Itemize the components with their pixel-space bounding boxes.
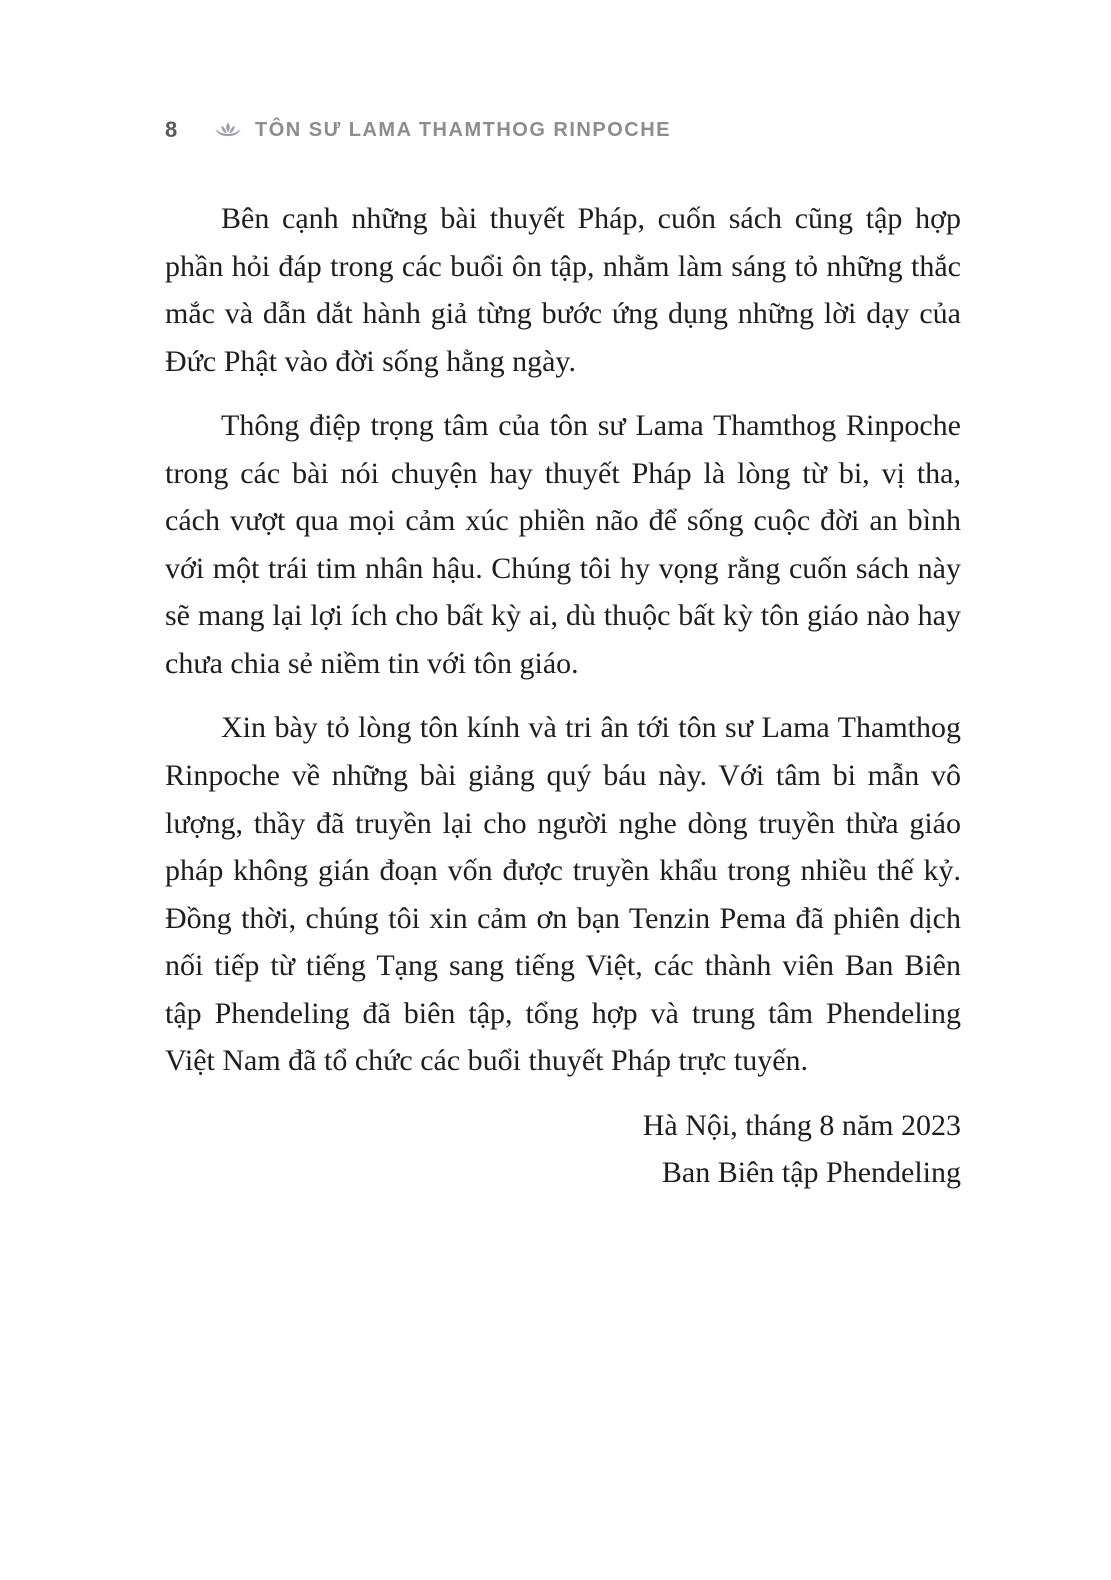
page-header bbox=[165, 115, 961, 145]
paragraph-1: Bên cạnh những bài thuyết Pháp, cuốn sách cũng tập hợp phần hỏi đáp trong các buổi ôn tập, nhằm làm sáng tỏ những thắc mắc và dẫn dắt hành giả từng bước ứng dụng những lời dạy của Đức Phật vào đời sống hằng ngày. bbox=[165, 202, 961, 378]
page-number: 8 bbox=[165, 117, 178, 142]
signature-place-date: Hà Nội, tháng 8 năm 2023 bbox=[642, 1108, 961, 1142]
lotus-icon bbox=[213, 121, 243, 140]
running-title: TÔN SƯ LAMA THAMTHOG RINPOCHE bbox=[255, 118, 671, 141]
page-body bbox=[165, 195, 961, 1197]
paragraph-2: Thông điệp trọng tâm của tôn sư Lama Thamthog Rinpoche trong các bài nói chuyện hay thuyết Pháp là lòng từ bi, vị tha, cách vượt qua mọi cảm xúc phiền não để sống cuộc đời an bình với một trái tim nhân hậu. Chúng tôi hy vọng rằng cuốn sách này sẽ mang lại lợi ích cho bất kỳ ai, dù thuộc bất kỳ tôn giáo nào hay chưa chia sẻ niềm tin với tôn giáo. bbox=[165, 409, 961, 680]
signature-author: Ban Biên tập Phendeling bbox=[661, 1156, 961, 1190]
paragraph-3: Xin bày tỏ lòng tôn kính và tri ân tới tôn sư Lama Thamthog Rinpoche về những bài giảng quý báu này. Với tâm bi mẫn vô lượng, thầy đã truyền lại cho người nghe dòng truyền thừa giáo pháp không gián đoạn vốn được truyền khẩu trong nhiều thế kỷ. Đồng thời, chúng tôi xin cảm ơn bạn Tenzin Pema đã phiên dịch nối tiếp từ tiếng Tạng sang tiếng Việt, các thành viên Ban Biên tập Phendeling đã biên tập, tổng hợp và trung tâm Phendeling Việt Nam đã tổ chức các buổi thuyết Pháp trực tuyến. bbox=[165, 711, 961, 1078]
